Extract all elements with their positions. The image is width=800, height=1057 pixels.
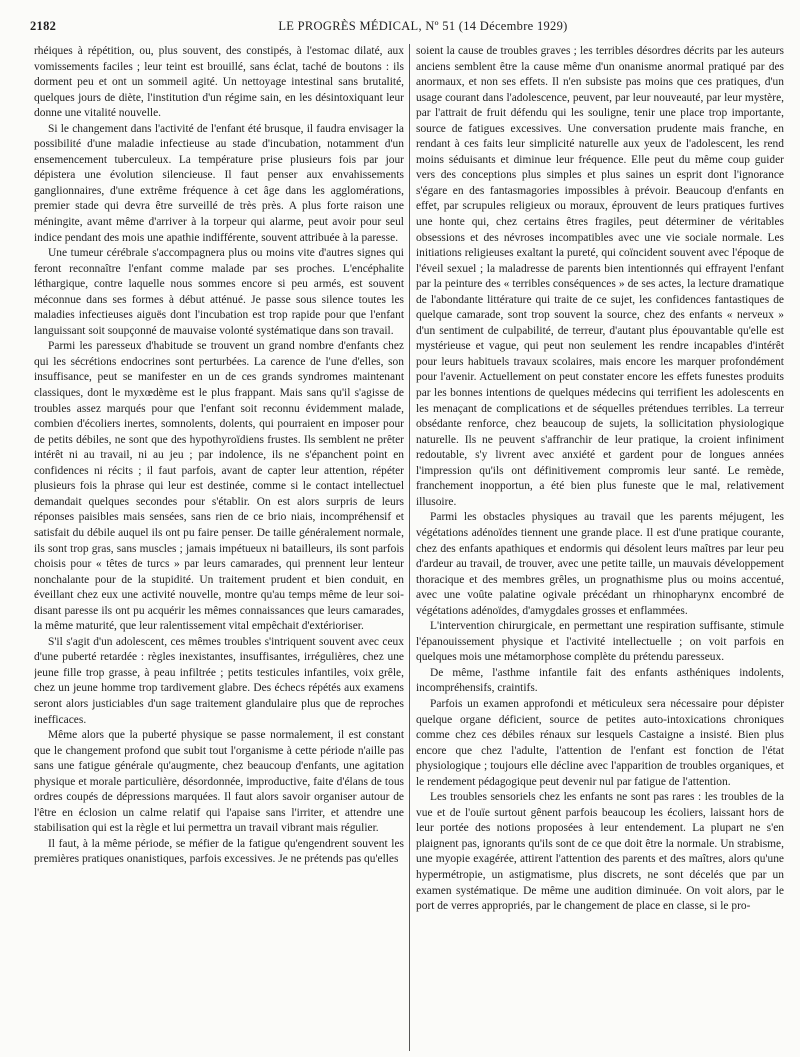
paragraph: Parfois un examen approfondi et méticuleux sera nécessaire pour dépister quelque organe déficient, source de petites auto-intoxications chroniques comme chez ces débiles rénaux sur lesquels Castaigne a insisté. Bien plus encore que chez l'adulte, l'attention de l'enfant est fonction de l'état physiologique ; toujours elle décline avec l'apparition de troubles organiques, et le rendement pédagogique peut devenir nul par fatigue de l'attention. [416, 697, 784, 788]
left-column [34, 44, 404, 1055]
column-divider [409, 44, 410, 1051]
paragraph: Même alors que la puberté physique se passe normalement, il est constant que le changement profond que subit tout l'organisme à cette période n'aille pas sans une fatigue générale qu'augmente, chez beaucoup d'enfants, une agitation physique et morale particulière, désordonnée, improductive, faite d'élans de tous ordres coupés de dépressions marquées. Il faut alors savoir organiser autour de l'être en éclosion un calme relatif qui l'apaise sans l'irriter, et attendre une stabilisation qui est la règle et lui permettra un travail vibrant mais régulier. [34, 729, 404, 835]
paragraph: rhéiques à répétition, ou, plus souvent, des constipés, à l'estomac dilaté, aux vomissements faciles ; leur teint est brouillé, sans éclat, taché de boutons : ils dorment peu et ont un sommeil agité. Un nettoyage intestinal sans brutalité, quelques jours de diète, l'institution d'un régime sain, en les désintoxiquant leur donne une vitalité nouvelle. [34, 45, 404, 120]
paragraph: Il faut, à la même période, se méfier de la fatigue qu'engendrent souvent les premières pratiques onanistiques, parfois excessives. Je ne prétends pas qu'elles [34, 837, 404, 866]
paragraph: De même, l'asthme infantile fait des enfants asthéniques indolents, incompréhensifs, craintifs. [416, 666, 784, 695]
paragraph: Une tumeur cérébrale s'accompagnera plus ou moins vite d'autres signes qui feront reconnaître l'enfant comme malade par ses proches. L'encéphalite léthargique, contre laquelle nous sommes encore si peu armés, est souvent méconnue dans ses formes à début atténué. Je passe sous silence toutes les maladies infectieuses aiguës dont l'incubation est trop rapide pour que l'enfant languissant soit soupçonné de mauvaise volonté systématique dans son travail. [34, 247, 404, 337]
paragraph: Si le changement dans l'activité de l'enfant été brusque, il faudra envisager la possibilité d'une maladie infectieuse au stade d'incubation, notamment d'un ensemencement tuberculeux. La température prise plusieurs fois par jour dépistera une évolution silencieuse. Il faut penser aux envahissements ganglionnaires, d'une extrême fréquence à cet âge dans les agglomérations, premier stade qui devra être surveillé de très près. A plus forte raison une méningite, avant même d'arriver à la torpeur qui alarme, peut avoir pour seul indice pendant des mois une apathie indifférente, souvent attribuée à la paresse. [34, 122, 404, 244]
paragraph: Parmi les paresseux d'habitude se trouvent un grand nombre d'enfants chez qui les sécrétions endocrines sont perturbées. La carence de l'une d'elles, son insuffisance, peut se manifester en un de ces grands syndromes maintenant classiques, dont le myxœdème est le plus frappant. Mais sans qu'il s'agisse de troubles assez marqués pour que l'enfant soit reconnu évidemment malade, combien d'écoliers inertes, somnolents, dolents, qui pourraient en imposer pour de petits débiles, ne sont que des hypothyroïdiens frustes. Ils semblent ne prêter intérêt ni au travail, ni au jeu ; par indolence, ils ne s'épanchent point en confidences ni récits ; il faut parfois, avant de capter leur attention, répéter plusieurs fois la phrase qui leur est destinée, comme si le contact intellectuel demandait quelques secondes pour s'établir. On est alors surpris de leurs réponses paisibles mais sensées, sans rien de ce brio niais, incompréhensif et satisfait du débile auquel ils ont pu faire penser. De taille généralement normale, ils sont trop gras, sans muscles ; jamais impétueux ni batailleurs, ils sont parfois choisis pour « têtes de turcs » par leurs camarades, qui prennent leur lenteur nonchalante pour de la stupidité. Un traitement prudent et bien conduit, en éveillant chez eux une activité nouvelle, montre qu'au temps même de leur soi-disant paresse ils ont pu acquérir les mêmes connaissances que leurs camarades, la même maturité, que leur ralentissement vital empêchait d'extérioriser. [34, 340, 404, 633]
journal-title: LE PROGRÈS MÉDICAL, Nº 51 (14 Décembre 1929) [278, 19, 568, 33]
paragraph: L'intervention chirurgicale, en permettant une respiration suffisante, stimule l'épanouissement physique et l'activité intellectuelle ; on voit parfois en quelques mois une métamorphose complète du prétendu paresseux. [416, 620, 784, 664]
paragraph: S'il s'agit d'un adolescent, ces mêmes troubles s'intriquent souvent avec ceux d'une puberté retardée : règles inexistantes, insuffisantes, irrégulières, chez une jeune fille trop grasse, à peau infiltrée ; petits testicules infantiles, voix grêle, chez un jeune homme trop tardivement glabre. Des échecs répétés aux examens seront alors justiciables d'un sage traitement glandulaire plus que de reproches inefficaces. [34, 635, 404, 726]
page-number: 2182 [30, 19, 57, 33]
right-column [416, 44, 784, 1055]
paragraph: soient la cause de troubles graves ; les terribles désordres décrits par les auteurs anciens semblent être la cause même d'un onanisme anormal pratiqué par des anormaux, et non ses effets. Il n'en subsiste pas moins que ces pratiques, d'un usage courant dans l'adolescence, peuvent, par leur nouveauté, par leur mystère, par l'attrait de fruit défendu qui les souligne, tenir une place trop importante, source de fatigues excessives. Une conversation prudente mais franche, en rendant à ces faits leur simplicité naturelle aux yeux de l'adolescent, les rend moins séduisants et diminue leur fréquence. Elle peut du même coup guider vers des conceptions plus simples et plus saines un esprit dont l'ignorance s'égare en des fantasmagories impossibles à prévoir. Beaucoup d'enfants en effet, par scrupules religieux ou moraux, éprouvent de leurs pratiques furtives une honte qui, chez certains êtres fragiles, peut déterminer de véritables obsessions et des névroses incompatibles avec une vie sociale normale. Les initiations religieuses exaltant la pureté, qui coïncident souvent avec l'époque de l'éveil sexuel ; la maladresse de parents bien intentionnés qui effrayent l'enfant par la peinture des « terribles conséquences » de ses actes, la lecture dramatique de l'abondante littérature qui traite de ce sujet, les confidences fantastiques de quelque camarade, sont trop souvent la source, chez des enfants « nerveux » d'un sentiment de culpabilité, de terreur, d'autant plus épouvantable qu'elle est mystérieuse et vague, qui peut non seulement les rendre incapables d'intérêt pour leurs habituels travaux scolaires, mais encore les marquer profondément pour l'avenir. Actuellement on peut constater encore les effets funestes produits par les bonnes intentions de quelques médecins qui terrifient les adolescents en les menaçant de complications et de séquelles prétendues terribles. La terreur obsédante renforce, chez beaucoup de sujets, la sollicitation physiologique naturelle. Ils ne peuvent s'affranchir de leur pratique, la croient infiniment redoutable, s'y livrent avec anxiété et gardent pour de longues années l'impression qu'ils ont définitivement compromis leur santé. Le remède, franchement inopportun, a été bien plus funeste que le mal, relativement illusoire. [416, 45, 784, 508]
paragraph: Parmi les obstacles physiques au travail que les parents méjugent, les végétations adénoïdes tiennent une grande place. Il est d'une pratique courante, chez des enfants apathiques et endormis qui désolent leurs maîtres par leur peu d'ardeur au travail, de trouver, avec une petite taille, un mauvais développement thoracique et des membres grêles, un prognathisme plus ou moins accentué, avec une voûte palatine ogivale précédant un rhinopharynx encombré de végétations adénoïdes, d'amygdales grosses et enflammées. [416, 511, 784, 617]
running-head [30, 16, 776, 36]
paragraph: Les troubles sensoriels chez les enfants ne sont pas rares : les troubles de la vue et de l'ouïe surtout gênent parfois beaucoup les écoliers, laissant hors de leur portée des notions proposées à leur entendement. La plupart ne s'en plaignent pas, ignorants qu'ils sont de ce que doit être la normale. Un strabisme, une myopie exagérée, attirent l'attention des parents et des maîtres, alors qu'une hypermétropie, un astigmatisme, plus discrets, ne sont décelés que par un examen systématique. De même une audition diminuée. On voit alors, par le port de verres appropriés, par le changement de place en classe, si le pro- [416, 791, 784, 913]
